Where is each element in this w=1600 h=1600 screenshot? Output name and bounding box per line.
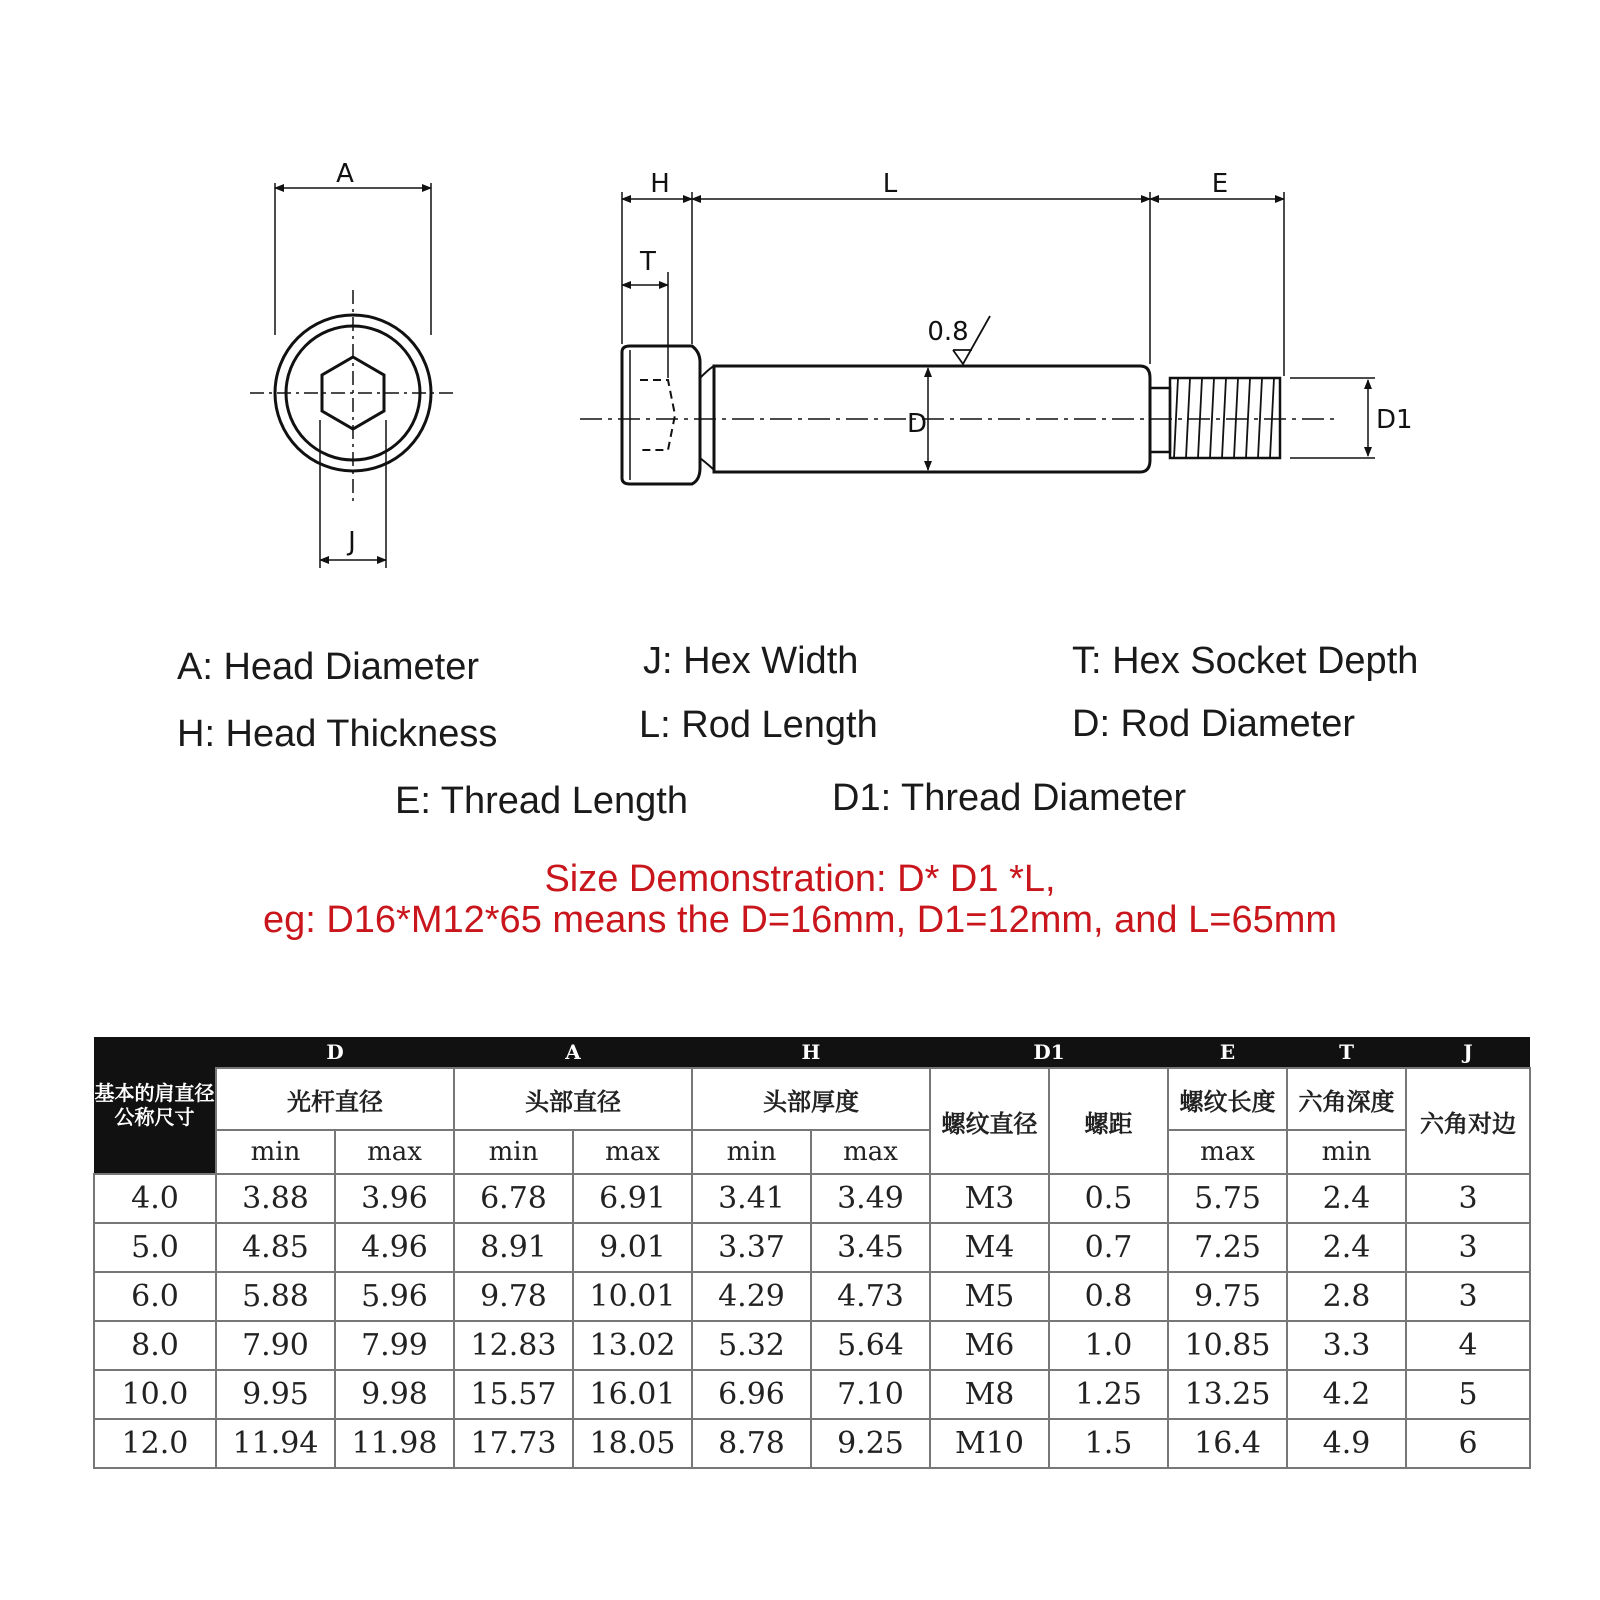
table-cell: 9.78	[454, 1272, 573, 1321]
table-cell: 12.0	[94, 1419, 216, 1468]
table-cell: M8	[930, 1370, 1049, 1419]
table-cell: 8.78	[692, 1419, 811, 1468]
label-l: L	[882, 169, 898, 199]
symbol-e: E	[1168, 1037, 1287, 1068]
table-cell: 1.0	[1049, 1321, 1168, 1370]
label-d: D	[906, 409, 928, 439]
table-cell: 3.49	[811, 1174, 930, 1223]
table-row	[94, 1174, 1530, 1223]
name-hex-width: 六角对边	[1406, 1068, 1530, 1174]
spec-table	[93, 1037, 1531, 1469]
table-cell: 3	[1406, 1223, 1530, 1272]
table-row	[94, 1419, 1530, 1468]
table-row	[94, 1370, 1530, 1419]
table-cell: 7.99	[335, 1321, 454, 1370]
subhead: max	[1168, 1130, 1287, 1174]
table-cell: 8.91	[454, 1223, 573, 1272]
table-cell: 4.29	[692, 1272, 811, 1321]
table-cell: 9.98	[335, 1370, 454, 1419]
legend-t: T: Hex Socket Depth	[1072, 640, 1419, 682]
subhead: min	[692, 1130, 811, 1174]
bolt-head	[622, 346, 700, 484]
table-cell: 9.75	[1168, 1272, 1287, 1321]
table-cell: 10.01	[573, 1272, 692, 1321]
label-a: A	[336, 159, 354, 189]
table-cell: 0.5	[1049, 1174, 1168, 1223]
table-cell: 3.37	[692, 1223, 811, 1272]
corner-header: 基本的肩直径公称尺寸	[94, 1037, 216, 1174]
table-cell: 7.90	[216, 1321, 335, 1370]
table-cell: 13.25	[1168, 1370, 1287, 1419]
table-cell: 4.0	[94, 1174, 216, 1223]
table-cell: 13.02	[573, 1321, 692, 1370]
legend-e: E: Thread Length	[395, 780, 688, 822]
table-cell: M5	[930, 1272, 1049, 1321]
subhead: min	[1287, 1130, 1406, 1174]
table-cell: 11.98	[335, 1419, 454, 1468]
table-row	[94, 1321, 1530, 1370]
table-cell: 6.78	[454, 1174, 573, 1223]
symbol-d: D	[216, 1037, 454, 1068]
table-cell: 2.4	[1287, 1223, 1406, 1272]
table-cell: M6	[930, 1321, 1049, 1370]
table-cell: 10.0	[94, 1370, 216, 1419]
table-cell: 9.95	[216, 1370, 335, 1419]
table-cell: 9.01	[573, 1223, 692, 1272]
table-cell: 6	[1406, 1419, 1530, 1468]
size-note-line1: Size Demonstration: D* D1 *L,	[544, 858, 1056, 900]
table-cell: 2.8	[1287, 1272, 1406, 1321]
legend-j: J: Hex Width	[643, 640, 859, 682]
name-head-diameter: 头部直径	[454, 1068, 692, 1130]
table-row	[94, 1223, 1530, 1272]
label-e: E	[1211, 169, 1229, 199]
table-cell: 4.73	[811, 1272, 930, 1321]
table-cell: 0.8	[1049, 1272, 1168, 1321]
name-row	[94, 1068, 1530, 1130]
label-t: T	[640, 247, 656, 277]
symbol-j: J	[1406, 1037, 1530, 1068]
table-cell: 4.2	[1287, 1370, 1406, 1419]
symbol-row	[94, 1037, 1530, 1068]
end-view	[250, 183, 455, 568]
name-thread-length: 螺纹长度	[1168, 1068, 1287, 1130]
symbol-d1: D1	[930, 1037, 1168, 1068]
table-cell: M4	[930, 1223, 1049, 1272]
legend-l: L: Rod Length	[639, 704, 878, 746]
symbol-a: A	[454, 1037, 692, 1068]
legend-d1: D1: Thread Diameter	[832, 777, 1187, 819]
subhead: min	[454, 1130, 573, 1174]
name-hex-depth: 六角深度	[1287, 1068, 1406, 1130]
table-cell: 5.32	[692, 1321, 811, 1370]
legend-a: A: Head Diameter	[177, 646, 480, 688]
table-cell: M10	[930, 1419, 1049, 1468]
table-cell: 17.73	[454, 1419, 573, 1468]
table-cell: 16.01	[573, 1370, 692, 1419]
table-cell: 3.96	[335, 1174, 454, 1223]
table-cell: 11.94	[216, 1419, 335, 1468]
table-cell: 0.7	[1049, 1223, 1168, 1272]
table-cell: 10.85	[1168, 1321, 1287, 1370]
label-j: J	[348, 527, 356, 557]
table-row	[94, 1272, 1530, 1321]
bolt-drawing	[0, 0, 1600, 620]
subhead: max	[573, 1130, 692, 1174]
table-cell: 9.25	[811, 1419, 930, 1468]
table-cell: 5.88	[216, 1272, 335, 1321]
table-cell: 16.4	[1168, 1419, 1287, 1468]
side-view	[580, 192, 1375, 484]
table-cell: 18.05	[573, 1419, 692, 1468]
table-cell: 8.0	[94, 1321, 216, 1370]
table-cell: M3	[930, 1174, 1049, 1223]
table-cell: 5	[1406, 1370, 1530, 1419]
table-cell: 6.91	[573, 1174, 692, 1223]
name-thread-diameter: 螺纹直径	[930, 1068, 1049, 1174]
legend-h: H: Head Thickness	[177, 713, 498, 755]
table-cell: 4.96	[335, 1223, 454, 1272]
label-d1: D1	[1376, 405, 1413, 435]
label-h: H	[650, 169, 670, 199]
table-cell: 3.88	[216, 1174, 335, 1223]
table-cell: 3.45	[811, 1223, 930, 1272]
label-roughness: 0.8	[927, 317, 969, 347]
name-head-thickness: 头部厚度	[692, 1068, 930, 1130]
minmax-row	[94, 1130, 1530, 1174]
subhead: min	[216, 1130, 335, 1174]
table-cell: 4	[1406, 1321, 1530, 1370]
table-cell: 6.0	[94, 1272, 216, 1321]
symbol-t: T	[1287, 1037, 1406, 1068]
table-cell: 1.25	[1049, 1370, 1168, 1419]
subhead: max	[811, 1130, 930, 1174]
table-cell: 3	[1406, 1272, 1530, 1321]
table-cell: 5.64	[811, 1321, 930, 1370]
table-cell: 2.4	[1287, 1174, 1406, 1223]
table-cell: 4.9	[1287, 1419, 1406, 1468]
name-pitch: 螺距	[1049, 1068, 1168, 1174]
table-cell: 6.96	[692, 1370, 811, 1419]
table-cell: 12.83	[454, 1321, 573, 1370]
table-cell: 1.5	[1049, 1419, 1168, 1468]
name-rod-diameter: 光杆直径	[216, 1068, 454, 1130]
table-cell: 3	[1406, 1174, 1530, 1223]
table-cell: 3.41	[692, 1174, 811, 1223]
table-cell: 5.0	[94, 1223, 216, 1272]
table-cell: 3.3	[1287, 1321, 1406, 1370]
table-cell: 4.85	[216, 1223, 335, 1272]
subhead: max	[335, 1130, 454, 1174]
table-cell: 5.75	[1168, 1174, 1287, 1223]
symbol-h: H	[692, 1037, 930, 1068]
table-cell: 5.96	[335, 1272, 454, 1321]
size-note-line2: eg: D16*M12*65 means the D=16mm, D1=12mm, and L=65mm	[262, 899, 1338, 941]
table-cell: 7.25	[1168, 1223, 1287, 1272]
table-cell: 7.10	[811, 1370, 930, 1419]
legend-d: D: Rod Diameter	[1072, 703, 1355, 745]
table-cell: 15.57	[454, 1370, 573, 1419]
